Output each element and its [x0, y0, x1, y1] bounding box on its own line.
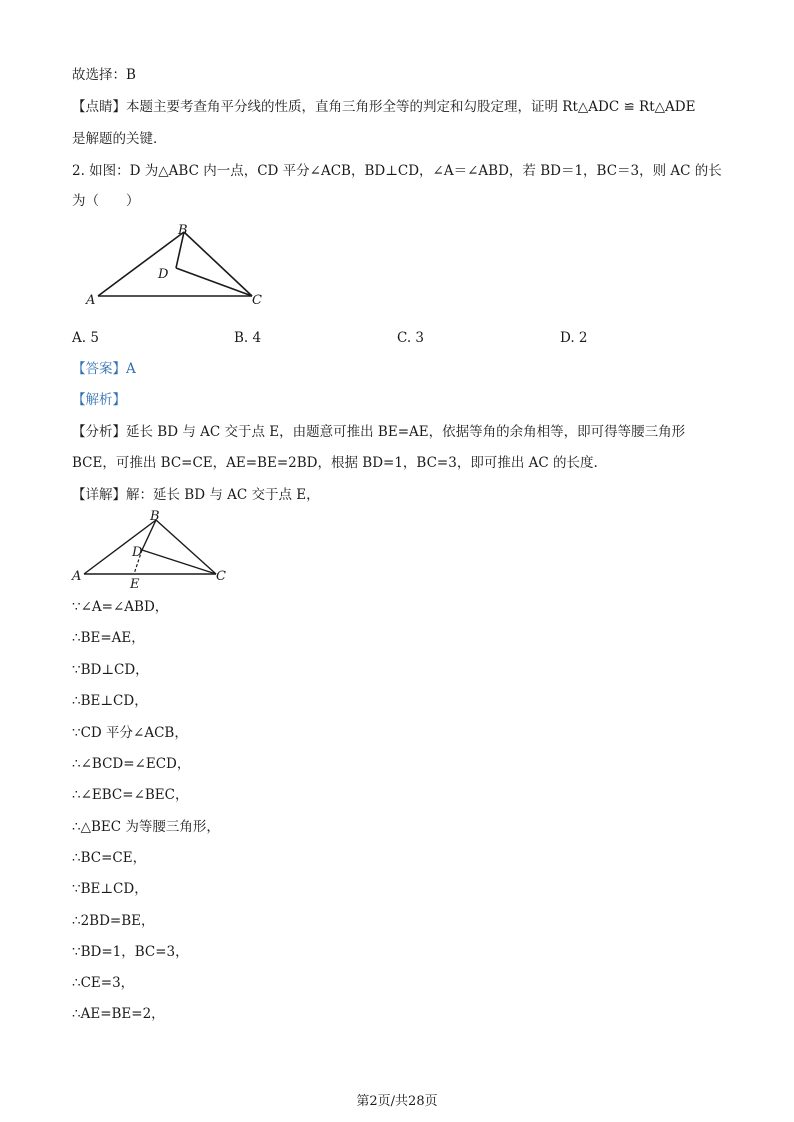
- detail-intro: 【详解】解：延长 BD 与 AC 交于点 E，: [72, 487, 320, 503]
- detail-step-8: ∴△BEC 为等腰三角形，: [72, 819, 220, 835]
- fig2-label-a: A: [72, 569, 82, 584]
- jiexi-label: 【解析】: [72, 392, 126, 408]
- detail-step-10: ∵BE⊥CD，: [72, 881, 148, 897]
- question-figure: [80, 222, 280, 312]
- dianjing-line1: 【点睛】本题主要考查角平分线的性质，直角三角形全等的判定和勾股定理，证明 Rt△ADC ≌ Rt△ADE: [72, 99, 696, 115]
- fig2-label-d: D: [132, 545, 143, 560]
- fig2-label-e: E: [130, 577, 140, 590]
- option-c: C. 3: [397, 330, 425, 346]
- fig1-label-b: B: [178, 223, 188, 238]
- option-b: B. 4: [234, 330, 262, 346]
- detail-step-13: ∴CE=3，: [72, 975, 135, 991]
- question-line2: 为（ ）: [72, 193, 140, 209]
- answer-label: 【答案】A: [72, 361, 136, 377]
- fig1-label-c: C: [252, 293, 262, 308]
- fig2-label-b: B: [150, 509, 160, 524]
- fig1-label-d: D: [158, 267, 169, 282]
- detail-step-5: ∵CD 平分∠ACB，: [72, 725, 188, 741]
- detail-step-1: ∵∠A=∠ABD，: [72, 599, 169, 615]
- answer-prev: 故选择：B: [72, 67, 136, 83]
- detail-step-6: ∴∠BCD=∠ECD，: [72, 756, 191, 772]
- detail-step-3: ∵BD⊥CD，: [72, 662, 149, 678]
- detail-step-11: ∴2BD=BE，: [72, 913, 155, 929]
- option-a: A. 5: [72, 330, 99, 346]
- detail-step-7: ∴∠EBC=∠BEC，: [72, 787, 189, 803]
- detail-step-2: ∴BE=AE，: [72, 630, 145, 646]
- fig2-label-c: C: [216, 569, 226, 584]
- option-d: D. 2: [560, 330, 588, 346]
- fig1-label-a: A: [86, 293, 96, 308]
- detail-step-14: ∴AE=BE=2，: [72, 1006, 165, 1022]
- analysis-line2: BCE，可推出 BC=CE，AE=BE=2BD，根据 BD=1，BC=3，即可推出 AC 的长度.: [72, 455, 598, 471]
- detail-step-4: ∴BE⊥CD，: [72, 693, 148, 709]
- analysis-line1: 【分析】延长 BD 与 AC 交于点 E，由题意可推出 BE=AE，依据等角的余角相等，即可得等腰三角形: [72, 424, 686, 440]
- detail-figure: [70, 508, 240, 590]
- page-footer: 第2页/共28页: [356, 1094, 438, 1109]
- question-line1: 2. 如图：D 为△ABC 内一点，CD 平分∠ACB，BD⊥CD，∠A＝∠ABD，若 BD＝1，BC＝3，则 AC 的长: [72, 163, 722, 179]
- detail-step-12: ∵BD=1，BC=3，: [72, 944, 189, 960]
- dianjing-line2: 是解题的关键．: [72, 131, 167, 147]
- detail-step-9: ∴BC=CE，: [72, 850, 147, 866]
